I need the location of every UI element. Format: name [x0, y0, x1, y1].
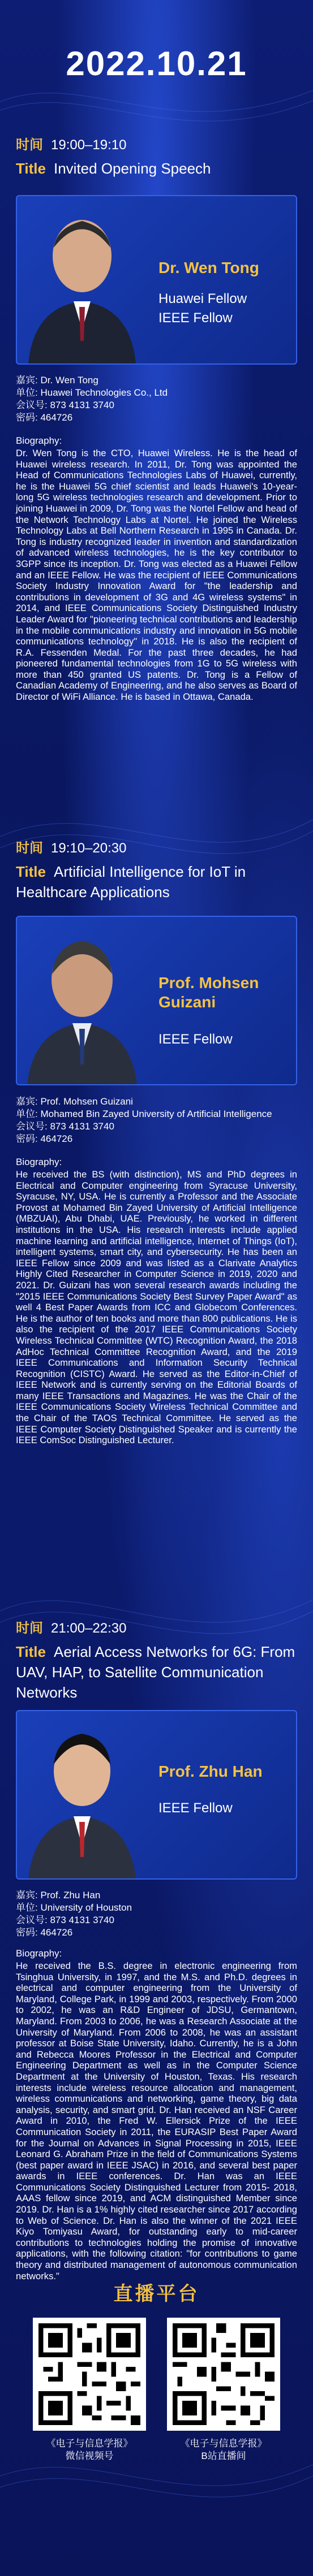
speaker-role-1: Huawei Fellow	[158, 291, 247, 306]
session-title: Aerial Access Networks for 6G: From UAV, HAP, to Satellite Communication Networks	[16, 1643, 295, 1701]
biography-label: Biography:	[16, 1948, 62, 1959]
session-info	[16, 1889, 132, 1939]
session-time: 19:00–19:10	[51, 137, 127, 153]
meeting-id[interactable]: 873 4131 3740	[50, 400, 114, 410]
speaker-card	[16, 916, 297, 1085]
guest-value: Prof. Mohsen Guizani	[40, 1096, 133, 1107]
live-platform-title: 直播平台	[113, 2283, 200, 2305]
session-time: 19:10–20:30	[51, 841, 127, 856]
unit-label: 单位:	[16, 1109, 38, 1119]
biography-label: Biography:	[16, 435, 62, 446]
session-info	[16, 374, 168, 424]
speaker-name: Prof. Mohsen Guizani	[158, 974, 259, 1011]
speaker-photo	[23, 200, 142, 363]
guest-value: Prof. Zhu Han	[40, 1890, 101, 1900]
password-value[interactable]: 464726	[40, 1133, 73, 1144]
qr-caption-bilibili	[156, 2438, 291, 2462]
qr-caption-line: 微信视频号	[65, 2451, 114, 2461]
guest-value: Dr. Wen Tong	[40, 375, 98, 386]
guest-label: 嘉宾:	[16, 1890, 38, 1900]
session-time-row	[16, 837, 126, 856]
password-value[interactable]: 464726	[40, 412, 73, 423]
speaker-photo	[23, 1715, 142, 1878]
title-label: Title	[16, 1643, 46, 1660]
password-label: 密码:	[16, 1927, 38, 1938]
qr-code-icon	[173, 2323, 275, 2425]
session-time-row	[16, 1617, 126, 1636]
qr-caption-wechat	[22, 2438, 157, 2462]
unit-label: 单位:	[16, 1902, 38, 1913]
qr-code-icon	[38, 2323, 140, 2425]
speaker-role-1: IEEE Fellow	[158, 1032, 233, 1047]
guest-label: 嘉宾:	[16, 1096, 38, 1107]
session-title-row	[16, 861, 299, 902]
password-label: 密码:	[16, 1133, 38, 1144]
title-label: Title	[16, 160, 46, 177]
speaker-photo	[23, 920, 142, 1084]
speaker-role-2: IEEE Fellow	[158, 310, 233, 326]
unit-value: Mohamed Bin Zayed University of Artificial Intelligence	[40, 1109, 272, 1119]
header	[0, 0, 313, 119]
unit-value: Huawei Technologies Co., Ltd	[40, 387, 168, 398]
qr-code-wechat[interactable]	[33, 2318, 146, 2431]
session-title-row	[16, 158, 299, 179]
session-time-row	[16, 133, 126, 153]
qr-caption-line: 《电子与信息学报》	[46, 2438, 133, 2449]
meeting-id[interactable]: 873 4131 3740	[50, 1121, 114, 1132]
qr-caption-line: B站直播间	[201, 2451, 246, 2461]
speaker-card	[16, 1710, 297, 1880]
time-label: 时间	[16, 1621, 43, 1636]
session-title: Artificial Intelligence for IoT in Healthcare Applications	[16, 863, 246, 900]
unit-value: University of Houston	[40, 1902, 132, 1913]
speaker-name: Dr. Wen Tong	[158, 259, 259, 276]
title-label: Title	[16, 863, 46, 880]
session-title: Invited Opening Speech	[53, 160, 211, 177]
time-label: 时间	[16, 137, 43, 153]
speaker-name: Prof. Zhu Han	[158, 1763, 263, 1780]
session-info	[16, 1096, 272, 1145]
speaker-role-1: IEEE Fellow	[158, 1800, 233, 1816]
event-date: 2022.10.21	[66, 45, 247, 83]
password-label: 密码:	[16, 412, 38, 423]
meeting-label: 会议号:	[16, 400, 48, 410]
speaker-bio: He received the B.S. degree in electronic engineering from Tsinghua University, in 1997, and the M.S. and Ph.D. degrees in electrical and computer engineering from the University of Maryland, College Park, in 1999 and 2003, respectively. From 2000 to 2002, he was an R&D Engineer of JDSU, Germantown, Maryland. From 2003 to 2006, he was a Research Associate at the University of Maryland. From 2006 to 2008, he was an assistant professor at Boise State University, Idaho. Currently, he is a John and Rebecca Moores Professor in the Electrical and Computer Engineering Department as well as in the Computer Science Department at the University of Houston, Texas. His research interests include wireless resource allocation and management, wireless communications and networking, game theory, big data analysis, security, and smart grid. Dr. Han received an NSF Career Award in 2010, the Fred W. Ellersick Prize of the IEEE Communication Society in 2011, the EURASIP Best Paper Award for the Journal on Advances in Signal Processing in 2015, IEEE Leonard G. Abraham Prize in the field of Communications Systems (best paper award in IEEE JSAC) in 2016, and several best paper awards in IEEE conferences. Dr. Han was an IEEE Communications Society Distinguished Lecturer from 2015- 2018, AAAS fellow since 2019, and ACM distinguished Member since 2019. Dr. Han is a 1% highly cited researcher since 2017 according to Web of Science. Dr. Han is also the winner of the 2021 IEEE Kiyo Tomiyasu Award, for outstanding early to mid-career contributions to technologies holding the promise of innovative applications, with the following citation: "for contributions to game theory and distributed management of autonomous communication networks."	[16, 1960, 297, 2281]
unit-label: 单位:	[16, 387, 38, 398]
password-value[interactable]: 464726	[40, 1927, 73, 1938]
session-title-row	[16, 1642, 299, 1703]
time-label: 时间	[16, 841, 43, 856]
speaker-card	[16, 195, 297, 365]
session-time: 21:00–22:30	[51, 1621, 127, 1636]
qr-caption-line: 《电子与信息学报》	[180, 2438, 267, 2449]
guest-label: 嘉宾:	[16, 375, 38, 386]
meeting-id[interactable]: 873 4131 3740	[50, 1915, 114, 1925]
meeting-label: 会议号:	[16, 1121, 48, 1132]
biography-label: Biography:	[16, 1157, 62, 1167]
speaker-bio: Dr. Wen Tong is the CTO, Huawei Wireless. He is the head of Huawei wireless research. In 2011, Dr. Tong was appointed the Head of Communications Technologies Labs of Huawei, currently, he is the Huawei 5G chief scientist and leads Huawei's 10-year-long 5G wireless technologies research and development. Prior to joining Huawei in 2009, Dr. Tong was the Nortel Fellow and head of the Network Technology Labs at Nortel. He joined the Wireless Technology Labs at Bell Northern Research in 1995 in Canada. Dr. Tong is industry recognized leader in invention and standardization of advanced wireless technologies, he is the key contributor to 3GPP since its inception. Dr. Tong was elected as a Huawei Fellow and an IEEE Fellow. He was the recipient of IEEE Communications Society Industry Innovation Award for "the leadership and contributions in development of 3G and 4G wireless systems" in 2014, and IEEE Communications Society Distinguished Industry Leader Award for "pioneering technical contributions and leadership in the mobile communications industry and innovation in 5G mobile communications technology" in 2018. He is also the recipient of R.A. Fessenden Medal. For the past three decades, he had pioneered fundamental technologies from 1G to 5G wireless with more than 450 granted US patents. Dr. Tong is a Fellow of Canadian Academy of Engineering, and he also serves as Board of Director of WiFi Alliance. He is based in Ottawa, Canada.	[16, 448, 297, 703]
qr-code-bilibili[interactable]	[167, 2318, 280, 2431]
meeting-label: 会议号:	[16, 1915, 48, 1925]
speaker-bio: He received the BS (with distinction), MS and PhD degrees in Electrical and Computer engineering from Syracuse University, Syracuse, NY, USA. He is currently a Professor and the Associate Provost at Mohamed Bin Zayed University of Artificial Intelligence (MBZUAI), Abu Dhabi, UAE. Previously, he worked in different institutions in the USA. His research interests include applied machine learning and artificial intelligence, Internet of Things (IoT), intelligent systems, smart city, and cybersecurity. He has been an IEEE Fellow since 2009 and was listed as a Clarivate Analytics Highly Cited Researcher in Computer Science in 2019, 2020 and 2021. Dr. Guizani has won several research awards including the "2015 IEEE Communications Society Best Survey Paper Award" as well 4 Best Paper Awards from ICC and Globecom Conferences. He is the author of ten books and more than 800 publications. He is also the recipient of the 2017 IEEE Communications Society Wireless Technical Committee (WTC) Recognition Award, the 2018 AdHoc Technical Committee Recognition Award, and the 2019 IEEE Communications and Information Security Technical Recognition (CISTC) Award. He served as the Editor-in-Chief of IEEE Network and is currently serving on the Editorial Boards of many IEEE Transactions and Magazines. He was the Chair of the IEEE Communications Society Wireless Technical Committee and the Chair of the TAOS Technical Committee. He served as the IEEE Computer Society Distinguished Speaker and is currently the IEEE ComSoc Distinguished Lecturer.	[16, 1169, 297, 1446]
